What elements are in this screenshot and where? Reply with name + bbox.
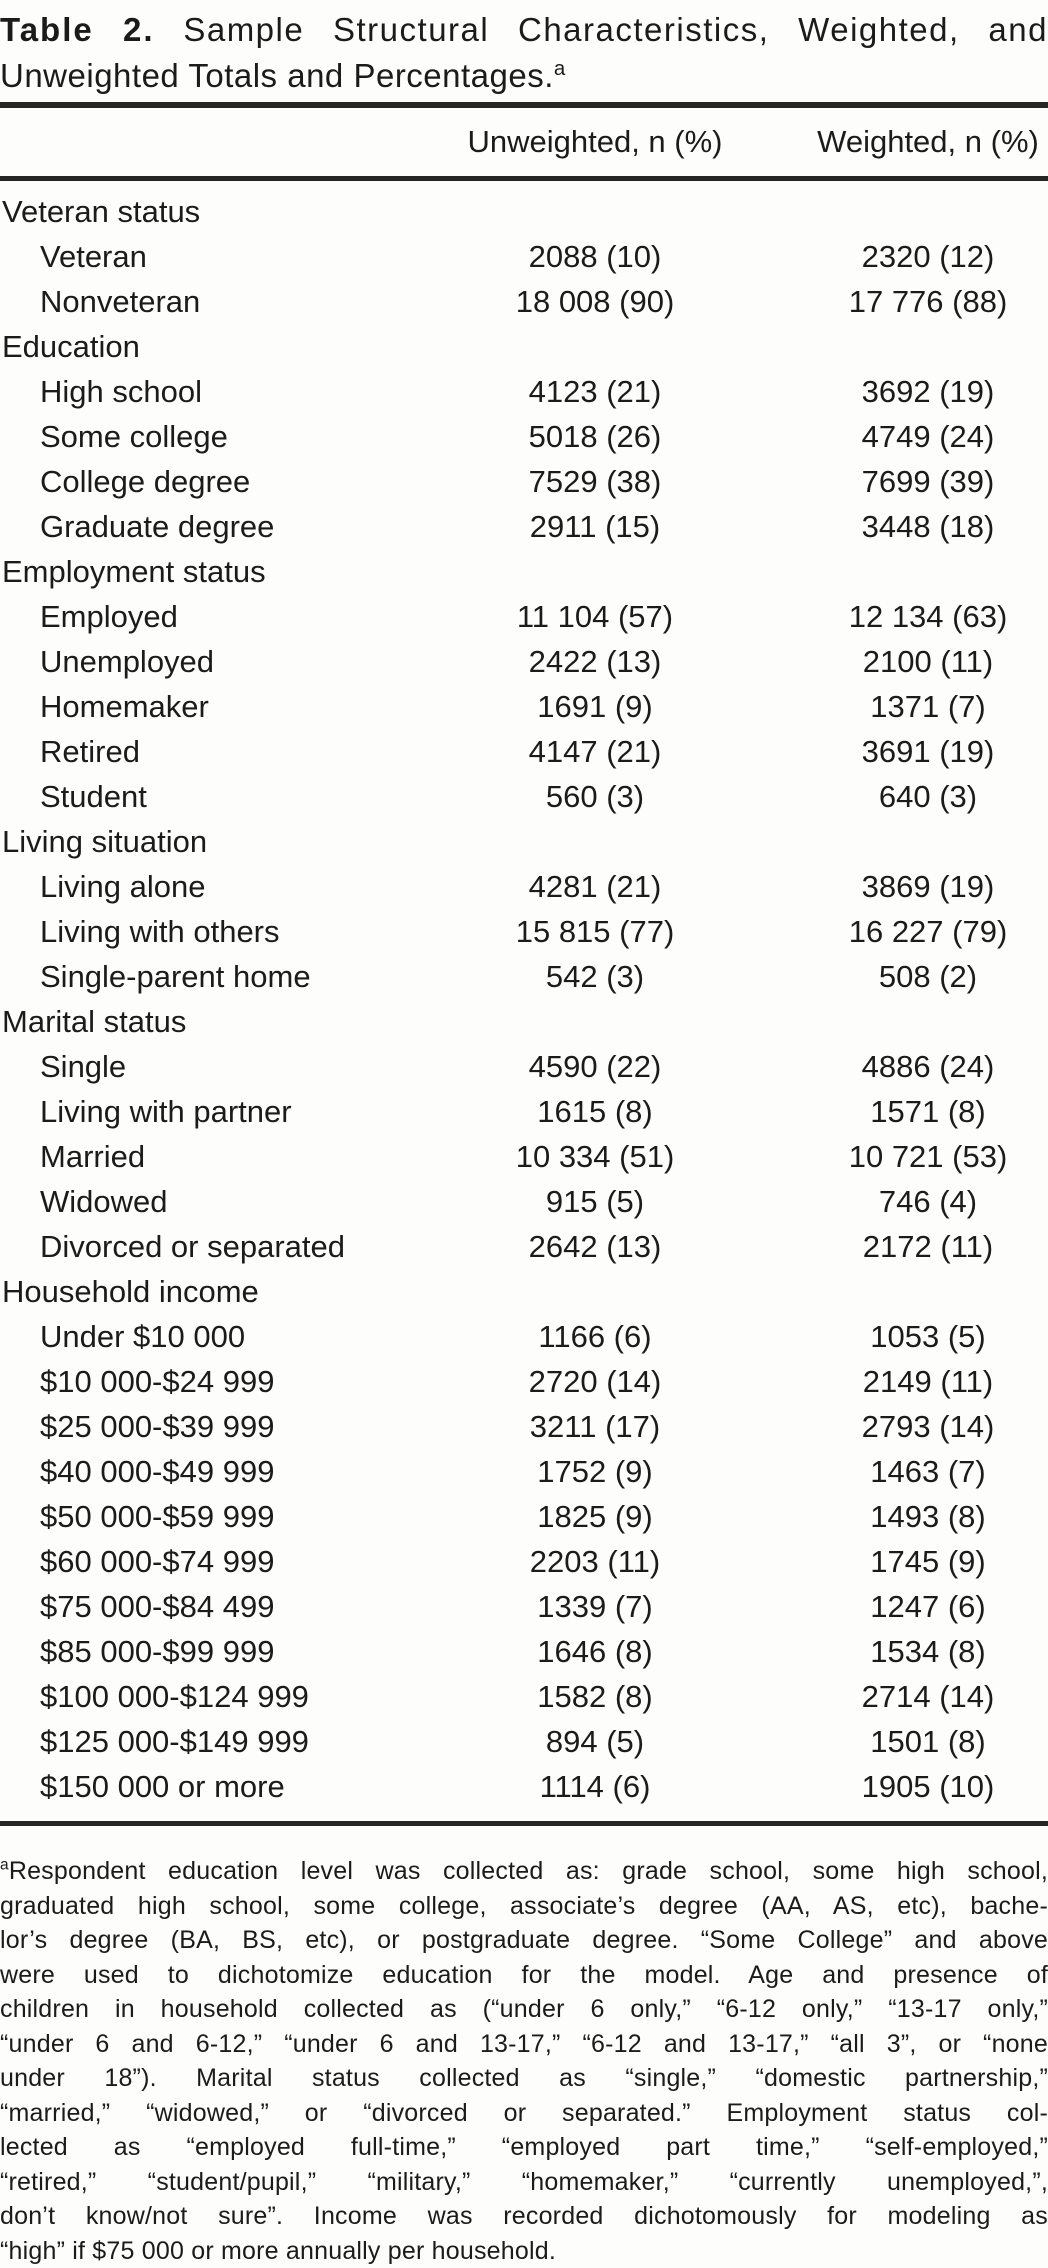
row-label: Marital status xyxy=(2,1004,187,1039)
row-label: High school xyxy=(40,374,202,409)
footnote-line: lected as “employed full-time,” “employed part time,” “self-employed,” xyxy=(0,2133,1048,2161)
unweighted-value: 3211 (17) xyxy=(529,1409,661,1444)
weighted-value: 3692 (19) xyxy=(861,374,995,409)
row-label: Employment status xyxy=(2,554,266,589)
table-row xyxy=(0,1674,1048,1719)
footnote-line: don’t know/not sure”. Income was recorded dichotomously for modeling as xyxy=(0,2202,1048,2230)
unweighted-value: 10 334 (51) xyxy=(515,1139,675,1174)
row-label: $10 000-$24 999 xyxy=(40,1364,275,1399)
table-row xyxy=(0,1764,1048,1809)
weighted-value: 7699 (39) xyxy=(861,464,995,499)
table-title xyxy=(0,6,1048,98)
table-row xyxy=(0,1404,1048,1449)
weighted-value: 10 721 (53) xyxy=(848,1139,1008,1174)
footnote-marker-ref: a xyxy=(553,57,566,80)
weighted-value: 3869 (19) xyxy=(861,869,995,904)
unweighted-value: 4123 (21) xyxy=(528,374,662,409)
row-label: Living alone xyxy=(40,869,206,904)
table-header-row xyxy=(0,108,1048,176)
table-row xyxy=(0,1089,1048,1134)
table-row xyxy=(0,1449,1048,1494)
weighted-value: 2149 (11) xyxy=(862,1364,994,1399)
row-label: $50 000-$59 999 xyxy=(40,1499,275,1534)
row-label: $85 000-$99 999 xyxy=(40,1634,275,1669)
weighted-value: 4749 (24) xyxy=(861,419,995,454)
weighted-value: 1247 (6) xyxy=(870,1589,986,1624)
footnote-line: under 18”). Marital status collected as “single,” “domestic partnership,” xyxy=(0,2064,1048,2092)
table-row xyxy=(0,594,1048,639)
unweighted-value: 1646 (8) xyxy=(537,1634,653,1669)
table-row xyxy=(0,1719,1048,1764)
unweighted-value: 1166 (6) xyxy=(538,1319,652,1354)
table-title-line1 xyxy=(0,6,1048,54)
weighted-value: 2793 (14) xyxy=(861,1409,995,1444)
table-group-row xyxy=(0,819,1048,864)
table-row xyxy=(0,684,1048,729)
table-body xyxy=(0,181,1048,1821)
weighted-value: 17 776 (88) xyxy=(848,284,1008,319)
weighted-value: 16 227 (79) xyxy=(848,914,1008,949)
table-row xyxy=(0,414,1048,459)
row-label: Married xyxy=(40,1139,146,1174)
unweighted-value: 18 008 (90) xyxy=(515,284,675,319)
unweighted-value: 4281 (21) xyxy=(528,869,662,904)
footnote-line: “retired,” “student/pupil,” “military,” “homemaker,” “currently unemployed,”, xyxy=(0,2167,1048,2196)
weighted-value: 3691 (19) xyxy=(861,734,995,769)
unweighted-value: 4590 (22) xyxy=(528,1049,662,1084)
weighted-value: 2100 (11) xyxy=(862,644,994,679)
row-label: Widowed xyxy=(40,1184,168,1219)
row-label: Household income xyxy=(2,1274,259,1309)
unweighted-value: 2088 (10) xyxy=(528,239,662,274)
footnote-line: children in household collected as (“under 6 only,” “6-12 only,” “13-17 only,” xyxy=(0,1995,1048,2023)
unweighted-value: 894 (5) xyxy=(545,1724,645,1759)
unweighted-value: 7529 (38) xyxy=(528,464,662,499)
weighted-value: 1905 (10) xyxy=(861,1769,995,1804)
table-row xyxy=(0,369,1048,414)
table-row xyxy=(0,1539,1048,1584)
unweighted-value: 4147 (21) xyxy=(528,734,662,769)
row-label: Single-parent home xyxy=(40,959,311,994)
table-footnote xyxy=(0,1854,1048,2268)
weighted-value: 1371 (7) xyxy=(870,689,986,724)
table-number-label: Table 2. xyxy=(0,11,155,48)
row-label: Education xyxy=(2,329,140,364)
footnote-line: $^a$Respondent education level was collected as: grade school, some high school, xyxy=(0,1856,1048,1885)
table-row xyxy=(0,1044,1048,1089)
unweighted-value: 2203 (11) xyxy=(529,1544,661,1579)
table-title-text: Sample Structural Characteristics, Weighted, and xyxy=(183,11,1048,48)
unweighted-value: 542 (3) xyxy=(545,959,645,994)
row-label: $40 000-$49 999 xyxy=(40,1454,275,1489)
row-label: Single xyxy=(40,1049,127,1084)
row-label: College degree xyxy=(40,464,251,499)
row-label: $25 000-$39 999 xyxy=(40,1409,275,1444)
unweighted-value: 1615 (8) xyxy=(537,1094,653,1129)
weighted-value: 640 (3) xyxy=(878,779,978,814)
table-row xyxy=(0,864,1048,909)
table-row xyxy=(0,909,1048,954)
row-label: Living situation xyxy=(2,824,208,859)
row-label: $100 000-$124 999 xyxy=(40,1679,309,1714)
row-label: Some college xyxy=(40,419,228,454)
weighted-value: 1053 (5) xyxy=(870,1319,986,1354)
row-label: Student xyxy=(40,779,147,814)
table-row xyxy=(0,279,1048,324)
table-row xyxy=(0,1224,1048,1269)
header-unweighted: Unweighted, n (%) xyxy=(467,124,723,159)
weighted-value: 1493 (8) xyxy=(870,1499,986,1534)
unweighted-value: 915 (5) xyxy=(545,1184,645,1219)
row-label: Divorced or separated xyxy=(40,1229,345,1264)
unweighted-value: 1691 (9) xyxy=(537,689,653,724)
unweighted-value: 2422 (13) xyxy=(528,644,662,679)
unweighted-value: 1825 (9) xyxy=(537,1499,653,1534)
weighted-value: 4886 (24) xyxy=(861,1049,995,1084)
weighted-value: 2320 (12) xyxy=(861,239,995,274)
weighted-value: 746 (4) xyxy=(878,1184,978,1219)
table-row xyxy=(0,774,1048,819)
table-row xyxy=(0,1584,1048,1629)
weighted-value: 1745 (9) xyxy=(870,1544,986,1579)
row-label: $60 000-$74 999 xyxy=(40,1544,275,1579)
unweighted-value: 1339 (7) xyxy=(537,1589,653,1624)
footnote-line: “under 6 and 6-12,” “under 6 and 13-17,” “6-12 and 13-17,” “all 3”, or “none xyxy=(0,2029,1048,2058)
table-row xyxy=(0,1629,1048,1674)
unweighted-value: 1114 (6) xyxy=(539,1769,651,1804)
table-row xyxy=(0,1179,1048,1224)
row-label: $150 000 or more xyxy=(40,1769,285,1804)
table-bottom-rule xyxy=(0,1821,1048,1826)
footnote-line: “high” if $75 000 or more annually per household. xyxy=(0,2236,556,2265)
weighted-value: 1571 (8) xyxy=(870,1094,986,1129)
unweighted-value: 2720 (14) xyxy=(528,1364,662,1399)
row-label: Veteran status xyxy=(2,194,201,229)
table-group-row xyxy=(0,324,1048,369)
row-label: Nonveteran xyxy=(40,284,201,319)
footnote-line: lor’s degree (BA, BS, etc), or postgraduate degree. “Some College” and above xyxy=(0,1926,1048,1954)
footnote-line: were used to dichotomize education for the model. Age and presence of xyxy=(0,1960,1048,1989)
table-group-row xyxy=(0,189,1048,234)
table-row xyxy=(0,504,1048,549)
unweighted-value: 5018 (26) xyxy=(528,419,662,454)
unweighted-value: 1582 (8) xyxy=(537,1679,653,1714)
weighted-value: 1534 (8) xyxy=(870,1634,986,1669)
unweighted-value: 560 (3) xyxy=(545,779,645,814)
table-row xyxy=(0,459,1048,504)
unweighted-value: 1752 (9) xyxy=(537,1454,653,1489)
table-row xyxy=(0,1359,1048,1404)
unweighted-value: 2642 (13) xyxy=(528,1229,662,1264)
row-label: Retired xyxy=(40,734,140,769)
footnote-line: “married,” “widowed,” or “divorced or separated.” Employment status col- xyxy=(0,2098,1048,2127)
row-label: Employed xyxy=(40,599,178,634)
row-label: Under $10 000 xyxy=(40,1319,246,1354)
row-label: Living with others xyxy=(40,914,280,949)
header-weighted: Weighted, n (%) xyxy=(817,124,1039,159)
table-row xyxy=(0,729,1048,774)
row-label: Living with partner xyxy=(40,1094,292,1129)
weighted-value: 508 (2) xyxy=(878,959,978,994)
table-group-row xyxy=(0,549,1048,594)
table-row xyxy=(0,639,1048,684)
table-group-row xyxy=(0,1269,1048,1314)
table-row xyxy=(0,1494,1048,1539)
footnote-line: graduated high school, some college, associate’s degree (AA, AS, etc), bache- xyxy=(0,1891,1048,1920)
weighted-value: 1501 (8) xyxy=(870,1724,986,1759)
row-label: $75 000-$84 499 xyxy=(40,1589,275,1624)
row-label: Unemployed xyxy=(40,644,215,679)
footnote-marker: a xyxy=(0,1856,9,1874)
weighted-value: 2714 (14) xyxy=(861,1679,995,1714)
table-title-line2: Unweighted Totals and Percentages.$^a$ xyxy=(0,57,566,94)
table-row xyxy=(0,954,1048,999)
table-row xyxy=(0,234,1048,279)
row-label: Veteran xyxy=(40,239,147,274)
weighted-value: 3448 (18) xyxy=(861,509,995,544)
row-label: Homemaker xyxy=(40,689,209,724)
weighted-value: 1463 (7) xyxy=(870,1454,986,1489)
unweighted-value: 2911 (15) xyxy=(529,509,661,544)
table-group-row xyxy=(0,999,1048,1044)
unweighted-value: 11 104 (57) xyxy=(516,599,674,634)
row-label: $125 000-$149 999 xyxy=(40,1724,309,1759)
table-row xyxy=(0,1134,1048,1179)
weighted-value: 2172 (11) xyxy=(862,1229,994,1264)
table-row xyxy=(0,1314,1048,1359)
unweighted-value: 15 815 (77) xyxy=(515,914,675,949)
row-label: Graduate degree xyxy=(40,509,275,544)
weighted-value: 12 134 (63) xyxy=(848,599,1008,634)
